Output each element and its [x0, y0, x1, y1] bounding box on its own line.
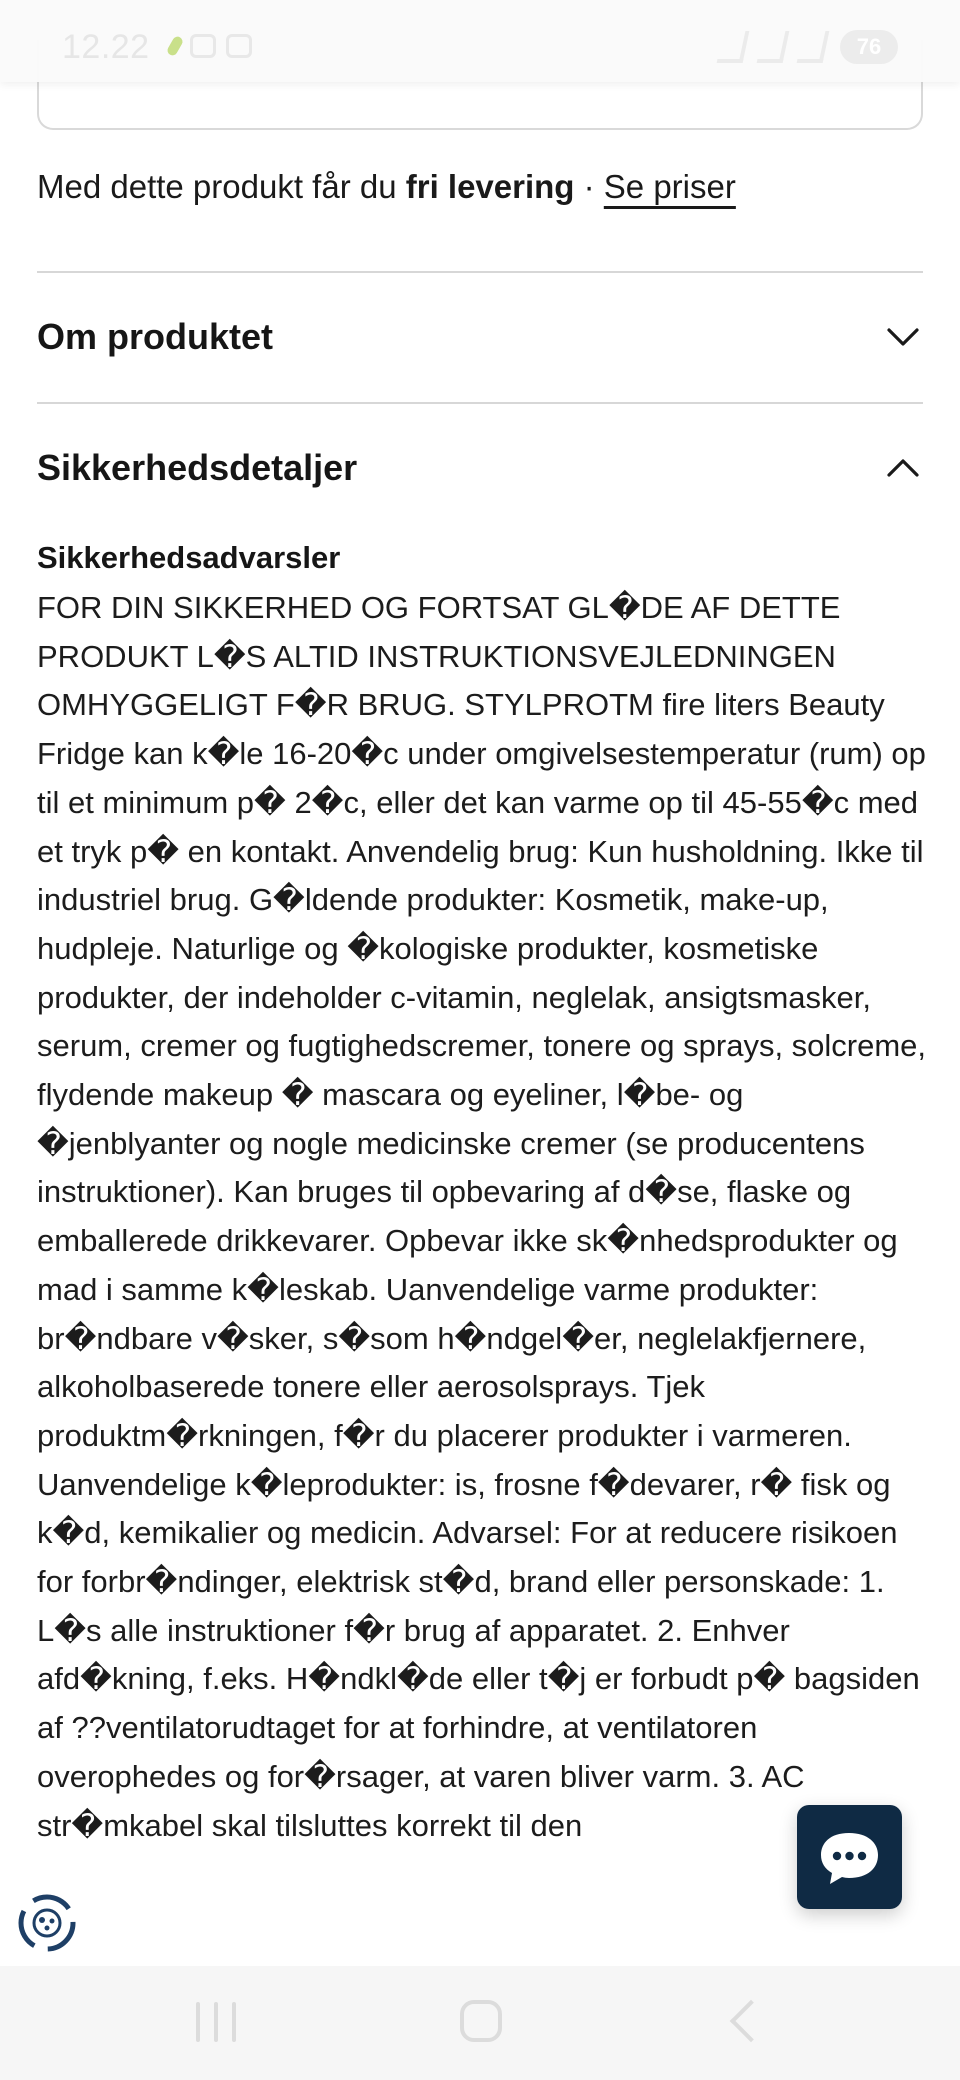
delivery-free-shipping: fri levering — [405, 168, 575, 205]
back-icon[interactable] — [730, 2000, 772, 2042]
status-notification-icons — [170, 34, 252, 58]
gallery-notification-icon — [226, 34, 252, 58]
status-system-icons — [720, 30, 898, 64]
chat-bubble-icon — [797, 1805, 902, 1909]
delivery-info — [37, 168, 736, 206]
status-bar — [0, 0, 960, 82]
status-time: 12.22 — [62, 28, 150, 66]
chevron-down-icon[interactable] — [886, 320, 920, 354]
home-icon[interactable] — [460, 2000, 502, 2042]
system-navigation-bar — [0, 1966, 960, 2080]
safety-warnings-heading: Sikkerhedsadvarsler — [37, 540, 341, 575]
safety-warnings-text: FOR DIN SIKKERHED OG FORTSAT GL�DE AF DETTE PRODUKT L�S ALTID INSTRUKTIONSVEJLEDNINGEN OMHYGGELIGT F�R BRUG. STYLPROTM fire liters Beauty Fridge kan k�le 16-20�c under omgivelsestemperatur (rum) op til et minimum p� 2�c, eller det kan varme op til 45-55�c med et tryk p� en kontakt. Anvendelig brug: Kun husholdning. Ikke til industriel brug. G�ldende produkter: Kosmetik, make-up, hudpleje. Naturlige og �kologiske produkter, kosmetiske produkter, der indeholder c-vitamin, neglelak, ansigtsmasker, serum, cremer og fugtighedscremer, tonere og sprays, solcreme, flydende makeup � mascara og eyeliner, l�be- og �jenblyanter og nogle medicinske cremer (se producentens instruktioner). Kan bruges til opbevaring af d�se, flaske og emballerede drikkevarer. Opbevar ikke sk�nhedsprodukter og mad i samme k�leskab. Uanvendelige varme produkter: br�ndbare v�sker, s�som h�ndgel�er, neglelakfjernere, alkoholbaserede tonere eller aerosolsprays. Tjek produktm�rkningen, f�r du placerer produkter i varmeren. Uanvendelige k�leprodukter: is, frosne f�devarer, r� fisk og k�d, kemikalier og medicin. Advarsel: For at reducere risikoen for forbr�ndinger, elektrisk st�d, brand eller personskade: 1. L�s alle instruktioner f�r brug af apparatet. 2. Enhver afd�kning, f.eks. H�ndkl�de eller t�j er forbudt p� bagsiden af ??ventilatorudtaget for at forhindre, at ventilatoren overophedes og for�rsager, at varen bliver varm. 3. AC str�mkabel skal tilsluttes korrekt til den — [37, 590, 927, 1843]
signal-icon-2 — [797, 31, 830, 63]
chat-button[interactable] — [797, 1805, 902, 1909]
recycle-icon[interactable] — [14, 1890, 80, 1956]
delivery-prefix: Med dette produkt får du — [37, 168, 406, 205]
screenshot-notification-icon — [190, 34, 216, 58]
battery-indicator: 76 — [840, 30, 898, 64]
divider — [37, 271, 923, 273]
chevron-up-icon[interactable] — [886, 451, 920, 485]
signal-icon — [757, 31, 790, 63]
wifi-icon — [717, 31, 750, 63]
accordion-safety-details[interactable]: Sikkerhedsdetaljer — [37, 447, 358, 488]
leaf-notification-icon — [166, 35, 185, 57]
see-prices-link[interactable]: Se priser — [603, 168, 736, 205]
accordion-about-product[interactable]: Om produktet — [37, 316, 274, 357]
recent-apps-icon[interactable] — [196, 2002, 236, 2042]
delivery-separator: · — [574, 168, 604, 205]
divider — [37, 402, 923, 404]
